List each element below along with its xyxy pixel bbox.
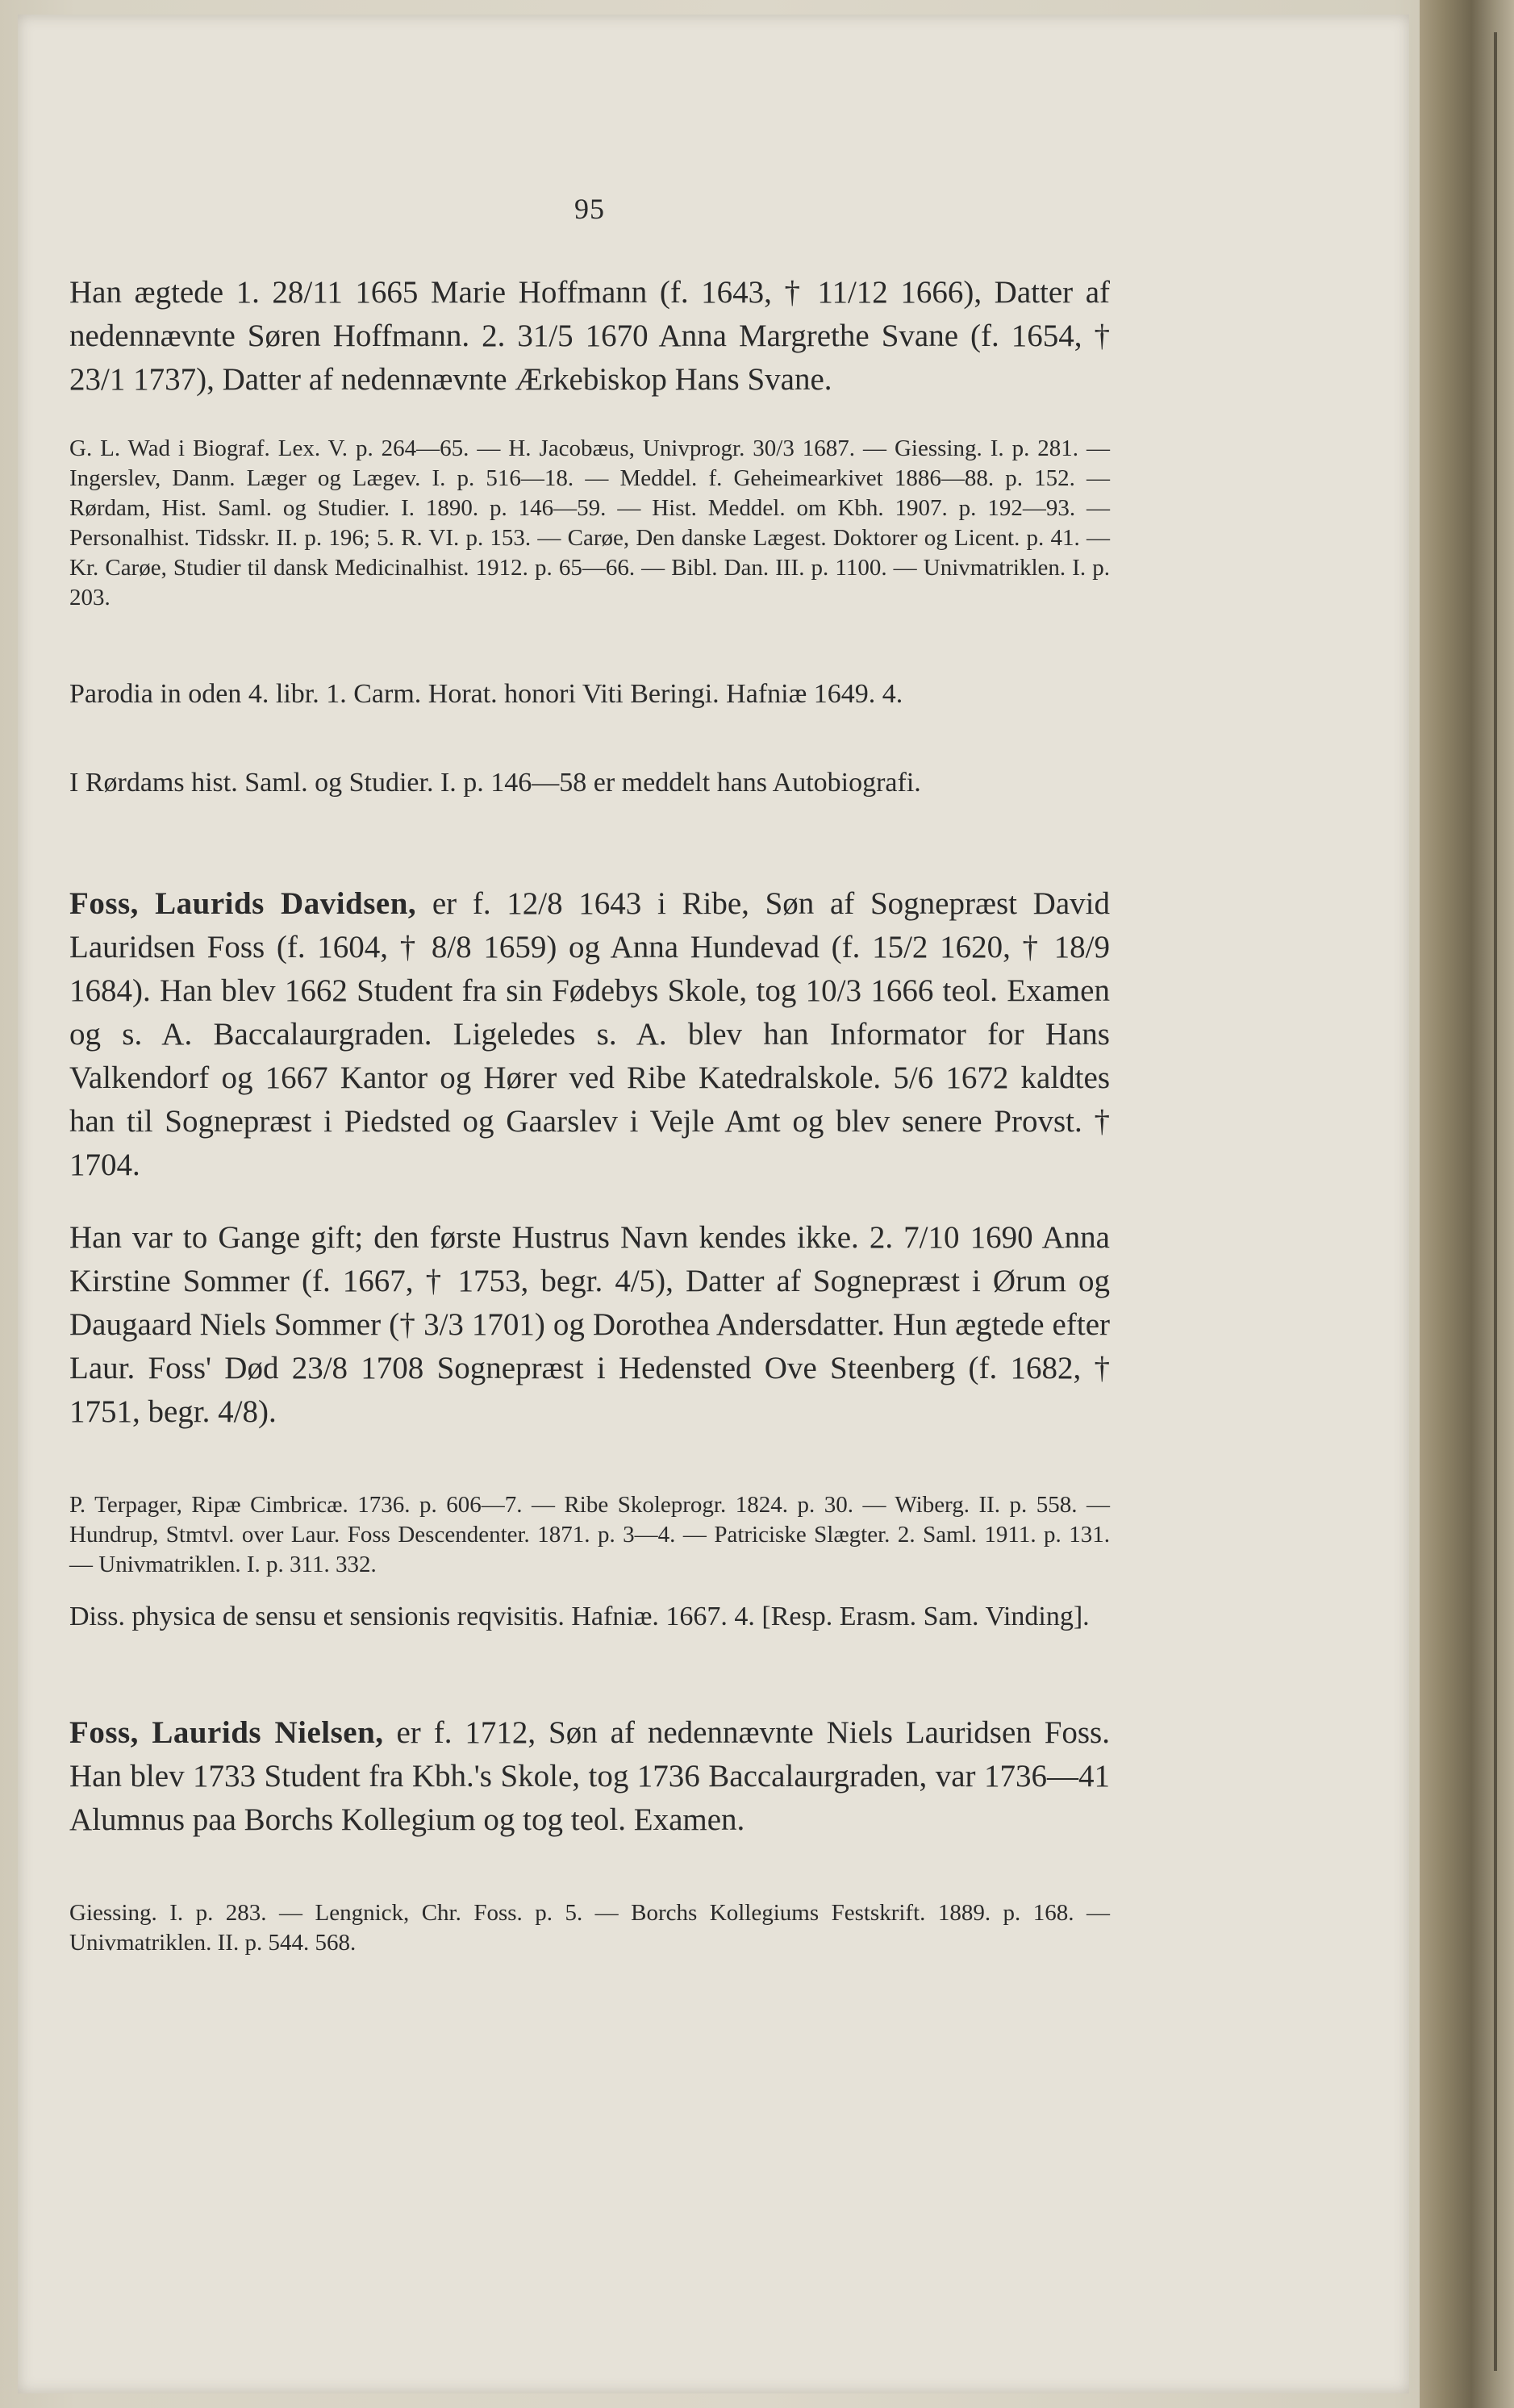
entry-body: er f. 12/8 1643 i Ribe, Søn af Sognepræst David Lauridsen Foss (f. 1604, † 8/8 1659) og Anna Hundevad (f. 15/2 1620, † 18/9 1684). Han blev 1662 Student fra sin Fødebys Skole, tog 10/3 1666 teol. Examen og s. A. Baccalaurgraden. Ligeledes s. A. blev han Informator for Hans Valkendorf og 1667 Kantor og Hører ved Ribe Katedralskole. 5/6 1672 kaldtes han til Sognepræst i Piedsted og Gaarslev i Vejle Amt og blev senere Provst. † 1704. <box>69 886 1110 1182</box>
entry-foss-laurids-davidsen <box>69 882 1110 1187</box>
book-binding <box>1420 0 1514 2408</box>
entry-marriage-paragraph: Han ægtede 1. 28/11 1665 Marie Hoffmann (f. 1643, † 11/12 1666), Datter af nedennævnte Søren Hoffmann. 2. 31/5 1670 Anna Margrethe Svane (f. 1654, † 23/1 1737), Datter af nedennævnte Ærkebiskop Hans Svane. <box>69 275 1110 397</box>
entry-references: Giessing. I. p. 283. — Lengnick, Chr. Foss. p. 5. — Borchs Kollegiums Festskrift. 1889. p. 168. — Univmatriklen. II. p. 544. 568. <box>69 1900 1110 1956</box>
entry-heading: Foss, Laurids Davidsen, <box>69 886 417 921</box>
entry-autobiography-note: I Rørdams hist. Saml. og Studier. I. p. 146—58 er meddelt hans Autobiografi. <box>69 768 921 798</box>
entry-body: er f. 1712, Søn af nedennævnte Niels Lauridsen Foss. Han blev 1733 Student fra Kbh.'s Skole, tog 1736 Baccalaurgraden, var 1736—41 Alumnus paa Borchs Kollegium og tog teol. Examen. <box>69 1715 1110 1837</box>
entry-works: Parodia in oden 4. libr. 1. Carm. Horat. honori Viti Beringi. Hafniæ 1649. 4. <box>69 679 903 709</box>
entry-foss-laurids-nielsen <box>69 1711 1110 1842</box>
book-page <box>18 15 1409 2393</box>
entry-heading: Foss, Laurids Nielsen, <box>69 1715 384 1750</box>
entry-works: Diss. physica de sensu et sensionis reqvisitis. Hafniæ. 1667. 4. [Resp. Erasm. Sam. Vinding]. <box>69 1602 1090 1631</box>
entry-marriage-paragraph: Han var to Gange gift; den første Hustrus Navn kendes ikke. 2. 7/10 1690 Anna Kirstine Sommer (f. 1667, † 1753, begr. 4/5), Datter af Sognepræst i Ørum og Daugaard Niels Sommer († 3/3 1701) og Dorothea Andersdatter. Hun ægtede efter Laur. Foss' Død 23/8 1708 Sognepræst i Hedensted Ove Steenberg (f. 1682, † 1751, begr. 4/8). <box>69 1220 1110 1429</box>
page-number: 95 <box>574 193 605 225</box>
entry-references: G. L. Wad i Biograf. Lex. V. p. 264—65. — H. Jacobæus, Univprogr. 30/3 1687. — Giessing. I. p. 281. — Ingerslev, Danm. Læger og Lægev. I. p. 516—18. — Meddel. f. Geheimearkivet 1886—88. p. 152. — Rørdam, Hist. Saml. og Studier. I. 1890. p. 146—59. — Hist. Meddel. om Kbh. 1907. p. 192—93. — Personalhist. Tidsskr. II. p. 196; 5. R. VI. p. 153. — Carøe, Den danske Lægest. Doktorer og Licent. p. 41. — Kr. Carøe, Studier til dansk Medicinalhist. 1912. p. 65—66. — Bibl. Dan. III. p. 1100. — Univmatriklen. I. p. 203. <box>69 435 1110 610</box>
binding-edge <box>1494 32 1497 2371</box>
entry-references: P. Terpager, Ripæ Cimbricæ. 1736. p. 606—7. — Ribe Skoleprogr. 1824. p. 30. — Wiberg. II. p. 558. — Hundrup, Stmtvl. over Laur. Foss Descendenter. 1871. p. 3—4. — Patriciske Slægter. 2. Saml. 1911. p. 131. — Univmatriklen. I. p. 311. 332. <box>69 1492 1110 1577</box>
